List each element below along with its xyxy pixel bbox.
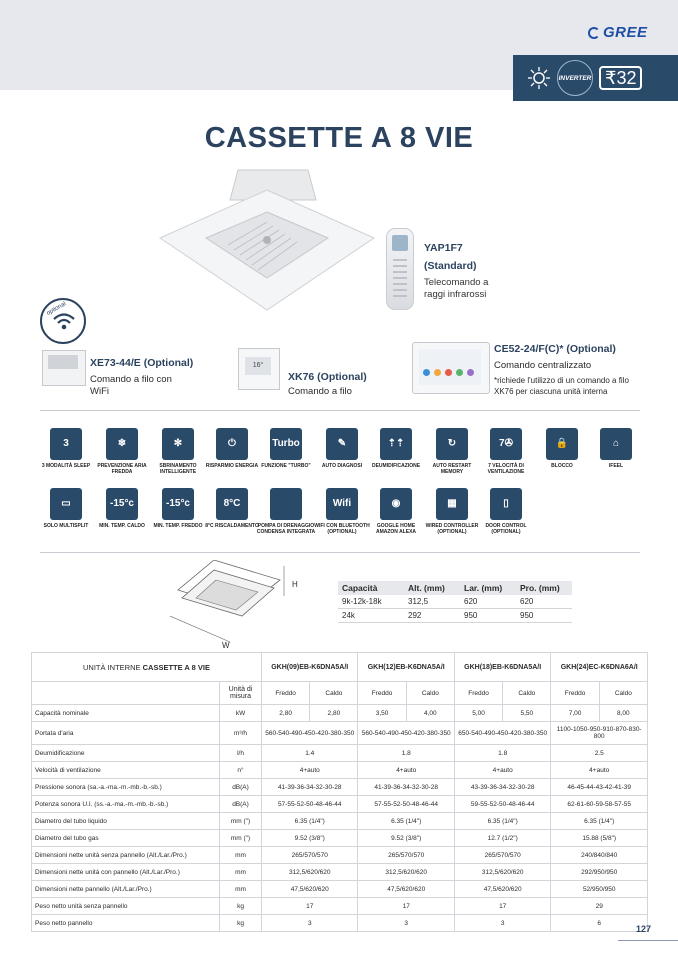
- table-row: [32, 813, 648, 830]
- value-cell: 41-39-36-34-32-30-28: [358, 779, 454, 796]
- row-label: Potenza sonora U.I. (ss.-a.-ma.-m.-mb.-b.-sb.): [32, 796, 220, 813]
- mode-header: Caldo: [599, 682, 647, 705]
- badge-bar: [513, 55, 678, 101]
- feature-item: [256, 428, 316, 469]
- table-row: [32, 830, 648, 847]
- dim-cell: 950: [460, 609, 516, 623]
- table-row: [32, 779, 648, 796]
- feature-label: WIFI CON BLUETOOTH (OPTIONAL): [314, 523, 370, 535]
- feature-label: DOOR CONTROL (OPTIONAL): [485, 523, 527, 535]
- value-cell: 4+auto: [262, 762, 358, 779]
- value-cell: 6.35 (1/4"): [454, 813, 550, 830]
- feature-item: [202, 488, 262, 529]
- table-row: [32, 705, 648, 722]
- feature-item: [312, 488, 372, 535]
- value-cell: 1.8: [454, 745, 550, 762]
- value-cell: 6.35 (1/4"): [358, 813, 454, 830]
- feature-item: [476, 428, 536, 475]
- row-label: Capacità nominale: [32, 705, 220, 722]
- cassette-dimension-drawing: [170, 560, 286, 650]
- spec-table: [31, 652, 648, 932]
- value-cell: 17: [358, 898, 454, 915]
- mode-header: Freddo: [358, 682, 406, 705]
- table-row: [32, 881, 648, 898]
- feature-label: MIN. TEMP. CALDO: [99, 523, 145, 529]
- spec-title-cell: [32, 653, 262, 682]
- value-cell: 12.7 (1/2"): [454, 830, 550, 847]
- value-cell: 4+auto: [551, 762, 648, 779]
- page-title: CASSETTE A 8 VIE: [204, 122, 474, 154]
- value-cell: 265/570/570: [358, 847, 454, 864]
- feature-item: [422, 428, 482, 475]
- row-unit: dB(A): [220, 796, 262, 813]
- table-row: [32, 796, 648, 813]
- value-cell: 43-39-36-34-32-30-28: [454, 779, 550, 796]
- value-cell: 1100-1050-950-910-870-830-800: [551, 722, 648, 745]
- feature-item: [36, 488, 96, 529]
- value-cell: 312,5/620/620: [262, 864, 358, 881]
- dim-cell: 9k-12k-18k: [338, 595, 404, 609]
- auto-diagnosis-icon: ✎: [326, 428, 358, 460]
- row-label: Dimensioni nette unità senza pannello (Alt./Lar./Pro.): [32, 847, 220, 864]
- feature-label: AUTO DIAGNOSI: [321, 463, 363, 469]
- value-cell: 6: [551, 915, 648, 932]
- ifeel-icon: ⌂: [600, 428, 632, 460]
- feature-label: SBRINAMENTO INTELLIGENTE: [159, 463, 197, 475]
- door-control-icon: ▯: [490, 488, 522, 520]
- drain-pump-icon: [270, 488, 302, 520]
- feature-label: RISPARMIO ENERGIA: [205, 463, 259, 469]
- feature-item: [92, 488, 152, 529]
- value-cell: 2,80: [262, 705, 310, 722]
- row-label: Pressione sonora (sa.-a.-ma.-m.-mb.-b.-sb.): [32, 779, 220, 796]
- value-cell: 9.52 (3/8"): [358, 830, 454, 847]
- gree-swirl-icon: [588, 27, 600, 39]
- row-unit: n°: [220, 762, 262, 779]
- row-label: Diametro del tubo gas: [32, 830, 220, 847]
- feature-item: [476, 488, 536, 535]
- row-label: Peso netto pannello: [32, 915, 220, 932]
- heating-8c-icon: 8°C: [216, 488, 248, 520]
- feature-item: [366, 488, 426, 535]
- feature-label: 3 MODALITÀ SLEEP: [41, 463, 91, 469]
- optional-wifi-badge: [40, 298, 86, 344]
- row-label: Deumidificazione: [32, 745, 220, 762]
- table-row: [338, 609, 572, 623]
- value-cell: 9.52 (3/8"): [262, 830, 358, 847]
- ir-remote-image: [386, 228, 414, 310]
- row-unit: kW: [220, 705, 262, 722]
- value-cell: 62-61-60-59-58-57-55: [551, 796, 648, 813]
- remote-model: YAP1F7: [424, 242, 463, 254]
- row-unit: m³/h: [220, 722, 262, 745]
- value-cell: 59-55-52-50-48-46-44: [454, 796, 550, 813]
- row-unit: mm: [220, 864, 262, 881]
- table-row: [32, 722, 648, 745]
- voice-assistant-icon: ◉: [380, 488, 412, 520]
- value-cell: 46-45-44-43-42-41-39: [551, 779, 648, 796]
- value-cell: 4+auto: [358, 762, 454, 779]
- feature-label: PREVENZIONE ARIA FREDDA: [97, 463, 147, 475]
- spec-title-prefix: UNITÀ INTERNE: [83, 662, 143, 672]
- row-unit: kg: [220, 915, 262, 932]
- dim-header-depth: Pro. (mm): [516, 581, 572, 595]
- optional-label: optional: [45, 301, 68, 317]
- value-cell: 8,00: [599, 705, 647, 722]
- remote-type: (Standard): [424, 260, 477, 272]
- r32-badge: ₹32: [599, 66, 642, 90]
- value-cell: 47,5/620/620: [454, 881, 550, 898]
- spec-subheader-row: [32, 682, 648, 705]
- xe73-model: XE73-44/E (Optional): [90, 357, 194, 369]
- model-header: GKH(12)EB-K6DNA5A/I: [358, 653, 454, 682]
- table-row: [338, 595, 572, 609]
- value-cell: 560-540-490-450-420-380-350: [262, 722, 358, 745]
- feature-item: [532, 428, 592, 469]
- value-cell: 47,5/620/620: [358, 881, 454, 898]
- value-cell: 560-540-490-450-420-380-350: [358, 722, 454, 745]
- row-unit: mm ("): [220, 813, 262, 830]
- ce52-desc: Comando centralizzato: [494, 360, 592, 371]
- value-cell: 17: [262, 898, 358, 915]
- feature-label: POMPA DI DRENAGGIO CONDENSA INTEGRATA: [256, 523, 316, 535]
- xk76-model: XK76 (Optional): [288, 371, 367, 383]
- mode-header: Caldo: [310, 682, 358, 705]
- value-cell: 52/950/950: [551, 881, 648, 898]
- feature-item: [92, 428, 152, 475]
- value-cell: 47,5/620/620: [262, 881, 358, 898]
- spec-title-bold: CASSETTE A 8 VIE: [142, 662, 210, 672]
- row-label: Peso netto unità senza pannello: [32, 898, 220, 915]
- wifi-icon: Wifi: [326, 488, 358, 520]
- cold-air-icon: ❄: [106, 428, 138, 460]
- mode-header: Caldo: [406, 682, 454, 705]
- feature-item: [366, 428, 426, 469]
- model-header: GKH(24)EC-K6DNA6A/I: [551, 653, 648, 682]
- value-cell: 6.35 (1/4"): [262, 813, 358, 830]
- feature-label: 7 VELOCITÀ DI VENTILAZIONE: [487, 463, 525, 475]
- dehumidify-icon: ⇡⇡: [380, 428, 412, 460]
- dim-cell: 620: [460, 595, 516, 609]
- feature-item: [148, 428, 208, 475]
- feature-label: IFEEL: [608, 463, 624, 469]
- row-unit: mm: [220, 881, 262, 898]
- value-cell: 292/950/950: [551, 864, 648, 881]
- feature-item: [312, 428, 372, 469]
- value-cell: 7,00: [551, 705, 599, 722]
- dim-header-capacity: Capacità: [338, 581, 404, 595]
- dimensions-header: [338, 581, 572, 595]
- multisplit-icon: ▭: [50, 488, 82, 520]
- table-row: [32, 898, 648, 915]
- dim-cell: 292: [404, 609, 460, 623]
- mode-header: Freddo: [454, 682, 502, 705]
- feature-item: [422, 488, 482, 535]
- value-cell: 2.5: [551, 745, 648, 762]
- ce52-note: *richiede l'utilizzo di un comando a filo XK76 per ciascuna unità interna: [494, 376, 629, 396]
- value-cell: 312,5/620/620: [454, 864, 550, 881]
- feature-label: BLOCCO: [551, 463, 573, 469]
- feature-label: FUNZIONE "TURBO": [261, 463, 311, 469]
- value-cell: 5,50: [503, 705, 551, 722]
- table-row: [32, 745, 648, 762]
- row-unit: mm: [220, 847, 262, 864]
- value-cell: 4,00: [406, 705, 454, 722]
- gree-logo: [588, 24, 648, 41]
- ce52-controller-image: [412, 342, 490, 394]
- row-unit: l/h: [220, 745, 262, 762]
- ce52-model: CE52-24/F(C)* (Optional): [494, 343, 616, 355]
- value-cell: 3: [262, 915, 358, 932]
- value-cell: 650-540-490-450-420-380-350: [454, 722, 550, 745]
- value-cell: 3,50: [358, 705, 406, 722]
- table-row: [32, 864, 648, 881]
- feature-label: 8°C RISCALDAMENTO: [205, 523, 259, 529]
- table-row: [32, 762, 648, 779]
- feature-item: [36, 428, 96, 469]
- divider: [40, 552, 640, 553]
- width-label: W: [222, 641, 230, 650]
- row-label: Portata d'aria: [32, 722, 220, 745]
- mode-header: Freddo: [262, 682, 310, 705]
- model-header: GKH(09)EB-K6DNA5A/I: [262, 653, 358, 682]
- logo-text: GREE: [603, 24, 648, 41]
- dim-cell: 24k: [338, 609, 404, 623]
- divider: [40, 410, 640, 411]
- cassette-unit-image: [158, 160, 376, 318]
- value-cell: 1.4: [262, 745, 358, 762]
- xe73-desc: Comando a filo con WiFi: [90, 374, 172, 397]
- value-cell: 265/570/570: [454, 847, 550, 864]
- empty-cell: [32, 682, 220, 705]
- value-cell: 17: [454, 898, 550, 915]
- auto-restart-icon: ↻: [436, 428, 468, 460]
- mode-header: Caldo: [503, 682, 551, 705]
- spec-header-row: [32, 653, 648, 682]
- row-unit: mm ("): [220, 830, 262, 847]
- value-cell: 1.8: [358, 745, 454, 762]
- value-cell: 57-55-52-50-48-46-44: [262, 796, 358, 813]
- dim-header-height: Alt. (mm): [404, 581, 460, 595]
- mode-header: Freddo: [551, 682, 599, 705]
- sun-snow-icon: [527, 66, 551, 90]
- feature-item: [256, 488, 316, 535]
- feature-label: SOLO MULTISPLIT: [43, 523, 89, 529]
- page-number-line: [618, 940, 678, 941]
- row-label: Diametro del tubo liquido: [32, 813, 220, 830]
- dim-cell: 312,5: [404, 595, 460, 609]
- value-cell: 3: [358, 915, 454, 932]
- page-number: 127: [636, 924, 652, 934]
- value-cell: 2,80: [310, 705, 358, 722]
- row-unit: dB(A): [220, 779, 262, 796]
- energy-save-icon: ⏻: [216, 428, 248, 460]
- table-row: [32, 915, 648, 932]
- value-cell: 240/840/840: [551, 847, 648, 864]
- inverter-badge: INVERTER: [557, 60, 593, 96]
- value-cell: 57-55-52-50-48-46-44: [358, 796, 454, 813]
- value-cell: 6.35 (1/4"): [551, 813, 648, 830]
- feature-label: WIRED CONTROLLER (OPTIONAL): [425, 523, 479, 535]
- feature-label: AUTO RESTART MEMORY: [432, 463, 472, 475]
- value-cell: 4+auto: [454, 762, 550, 779]
- xe73-controller-image: [42, 350, 86, 386]
- height-label: H: [292, 580, 298, 589]
- wifi-icon: [52, 312, 76, 332]
- xk76-controller-image: 16°: [238, 348, 280, 390]
- value-cell: 29: [551, 898, 648, 915]
- feature-item: [586, 428, 646, 469]
- smart-defrost-icon: ✻: [162, 428, 194, 460]
- value-cell: 312,5/620/620: [358, 864, 454, 881]
- feature-item: [202, 428, 262, 469]
- feature-label: MIN. TEMP. FREDDO: [153, 523, 203, 529]
- min-temp-heat-icon: -15°c: [106, 488, 138, 520]
- value-cell: 41-39-36-34-32-30-28: [262, 779, 358, 796]
- table-row: [32, 847, 648, 864]
- fan-speed-icon: 7✇: [490, 428, 522, 460]
- value-cell: 15.88 (5/8"): [551, 830, 648, 847]
- row-label: Velocità di ventilazione: [32, 762, 220, 779]
- value-cell: 5,00: [454, 705, 502, 722]
- lock-icon: 🔒: [546, 428, 578, 460]
- dimensions-table: [338, 581, 572, 623]
- dim-header-width: Lar. (mm): [460, 581, 516, 595]
- sleep-icon: 3: [50, 428, 82, 460]
- turbo-icon: Turbo: [270, 428, 302, 460]
- dim-cell: 620: [516, 595, 572, 609]
- feature-label: GOOGLE HOME AMAZON ALEXA: [375, 523, 417, 535]
- feature-label: DEUMIDIFICAZIONE: [371, 463, 421, 469]
- row-label: Dimensioni nette unità con pannello (Alt./Lar./Pro.): [32, 864, 220, 881]
- feature-item: [148, 488, 208, 529]
- row-unit: kg: [220, 898, 262, 915]
- xk76-desc: Comando a filo: [288, 386, 352, 397]
- unit-header: Unità di misura: [220, 682, 262, 705]
- wired-controller-icon: ▦: [436, 488, 468, 520]
- remote-desc: Telecomando a raggi infrarossi: [424, 277, 489, 300]
- value-cell: 3: [454, 915, 550, 932]
- dim-cell: 950: [516, 609, 572, 623]
- row-label: Dimensioni nette pannello (Alt./Lar./Pro.): [32, 881, 220, 898]
- model-header: GKH(18)EB-K6DNA5A/I: [454, 653, 550, 682]
- value-cell: 265/570/570: [262, 847, 358, 864]
- min-temp-cool-icon: -15°c: [162, 488, 194, 520]
